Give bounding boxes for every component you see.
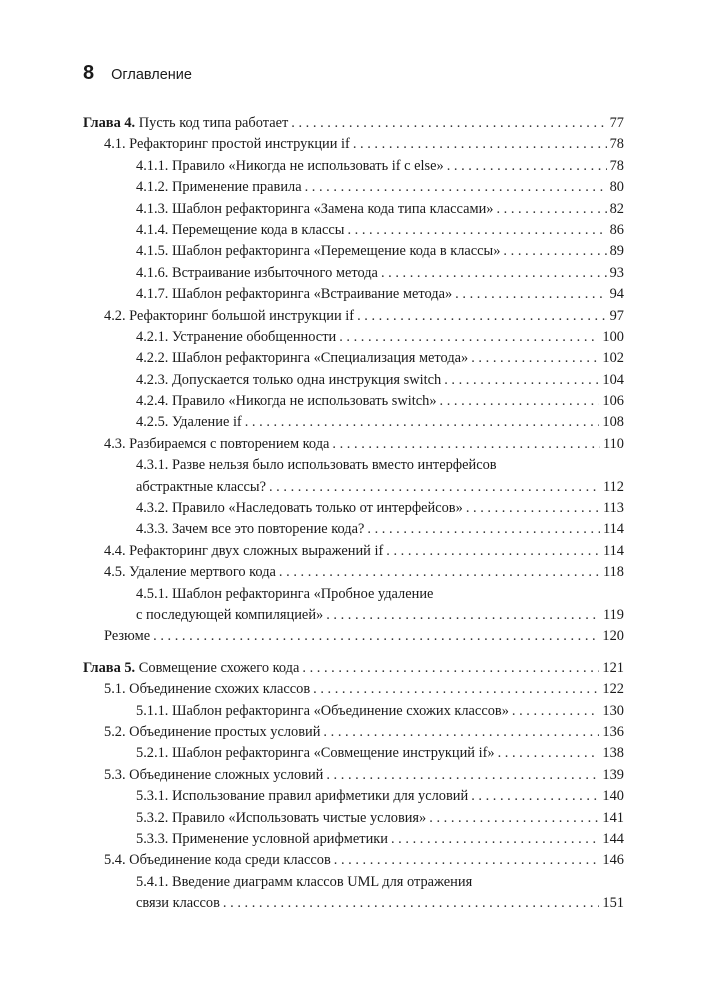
toc-entry-text: связи классов [136, 895, 220, 912]
toc-entry-text: 4.3.2. Правило «Наследовать только от интерфейсов» [136, 500, 463, 517]
toc-entry-text: Совмещение схожего кода [138, 659, 300, 676]
toc-entry-title [136, 199, 493, 220]
dot-leader [386, 541, 600, 562]
toc-page-number: 89 [609, 243, 624, 260]
toc-entry-title [136, 391, 437, 412]
dot-leader [447, 156, 607, 177]
toc-subsection [83, 701, 624, 722]
toc-page-number: 140 [602, 788, 624, 805]
toc-entry-title [136, 220, 344, 241]
toc-page-number: 112 [602, 478, 624, 495]
chapter-label: Глава 5. [83, 659, 136, 676]
dot-leader [367, 519, 600, 540]
dot-leader [313, 679, 599, 700]
toc-entry-text: 4.3.3. Зачем все это повторение кода? [136, 521, 365, 538]
toc-entry-text: 5.3. Объединение сложных условий [104, 766, 324, 783]
toc-entry-text: 4.1. Рефакторинг простой инструкции if [104, 136, 350, 153]
toc-entry-title [136, 370, 441, 391]
toc-entry-title [136, 743, 495, 764]
dot-leader [381, 263, 607, 284]
dot-leader [357, 306, 607, 327]
toc-entry-title [104, 722, 320, 743]
toc-entry-text: 4.2.1. Устранение обобщенности [136, 328, 337, 345]
toc-entry-title [104, 541, 383, 562]
toc-subsection [83, 199, 624, 220]
toc-page-number: 122 [602, 681, 624, 698]
toc-chapter [83, 658, 624, 679]
toc-page-number: 86 [609, 221, 624, 238]
dot-leader [429, 808, 599, 829]
toc-section [83, 850, 624, 871]
toc-entry-text: 4.1.1. Правило «Никогда не использовать if с else» [136, 157, 444, 174]
toc-page-number: 121 [602, 659, 624, 676]
toc-page-number: 110 [602, 435, 624, 452]
dot-leader [471, 348, 599, 369]
toc-entry-text: Пусть код типа работает [138, 115, 289, 131]
toc-entry-title [136, 477, 266, 498]
table-of-contents [83, 113, 624, 915]
toc-entry-text: 4.5. Удаление мертвого кода [104, 564, 276, 581]
toc-entry-text: 4.1.7. Шаблон рефакторинга «Встраивание метода» [136, 286, 453, 303]
dot-leader [305, 177, 607, 198]
toc-entry-title [136, 327, 336, 348]
toc-entry-title [136, 519, 364, 540]
toc-entry-title [104, 306, 354, 327]
toc-page-number: 119 [602, 607, 624, 623]
toc-section [83, 626, 624, 647]
toc-entry-text: 5.3.3. Применение условной арифметики [136, 830, 388, 847]
dot-leader [512, 701, 600, 722]
toc-page-number: 130 [602, 702, 624, 719]
toc-entry-title [136, 241, 500, 262]
toc-entry-text: Резюме [104, 628, 151, 645]
toc-page-number: 97 [609, 307, 624, 324]
toc-entry-title [136, 177, 302, 198]
dot-leader [326, 765, 599, 786]
toc-subsection [83, 455, 624, 498]
dot-leader [269, 477, 600, 498]
toc-entry-title [136, 605, 323, 626]
toc-subsection [83, 498, 624, 519]
toc-entry-title [136, 412, 242, 433]
dot-leader [440, 391, 600, 412]
toc-entry-title [136, 348, 468, 369]
chapter-label: Глава 4. [83, 115, 136, 131]
dot-leader [334, 850, 600, 871]
toc-entry-title [136, 457, 497, 473]
toc-entry-text: 4.1.4. Перемещение кода в классы [136, 221, 345, 238]
toc-subsection [83, 370, 624, 391]
dot-leader [444, 370, 599, 391]
toc-page-number: 100 [602, 328, 624, 345]
toc-subsection [83, 327, 624, 348]
dot-leader [503, 241, 606, 262]
toc-entry-text: абстрактные классы? [136, 478, 266, 495]
dot-leader [291, 113, 606, 134]
toc-page-number: 141 [602, 809, 624, 826]
toc-subsection [83, 177, 624, 198]
toc-entry-title [83, 658, 299, 679]
toc-page-number: 82 [609, 200, 624, 217]
toc-subsection [83, 263, 624, 284]
dot-leader [332, 434, 600, 455]
toc-entry-title [136, 893, 220, 914]
toc-page-number: 78 [609, 157, 624, 174]
toc-entry-title [104, 626, 150, 647]
toc-subsection [83, 519, 624, 540]
dot-leader [302, 658, 599, 679]
toc-entry-text: 4.2.4. Правило «Никогда не использовать switch» [136, 393, 437, 410]
toc-page-number: 114 [602, 542, 624, 559]
toc-entry-text: 4.2.2. Шаблон рефакторинга «Специализация метода» [136, 350, 469, 367]
toc-section [83, 765, 624, 786]
toc-subsection [83, 156, 624, 177]
toc-page-number: 138 [602, 745, 624, 762]
toc-entry-text: 5.1.1. Шаблон рефакторинга «Объединение схожих классов» [136, 702, 509, 719]
toc-entry-title [136, 786, 468, 807]
toc-page-number: 120 [602, 628, 624, 645]
toc-page-number: 146 [602, 852, 624, 869]
toc-entry-title [136, 263, 378, 284]
toc-entry-title [104, 765, 323, 786]
toc-subsection [83, 241, 624, 262]
toc-section [83, 722, 624, 743]
toc-entry-text: 4.2.5. Удаление if [136, 414, 242, 431]
dot-leader [466, 498, 600, 519]
running-header [83, 62, 192, 86]
dot-leader [326, 605, 600, 626]
toc-subsection [83, 412, 624, 433]
dot-leader [498, 743, 600, 764]
toc-subsection [83, 872, 624, 915]
toc-entry-text: 4.5.1. Шаблон рефакторинга «Пробное удаление [136, 585, 434, 602]
toc-page-number: 78 [609, 136, 624, 153]
dot-leader [223, 893, 599, 914]
toc-page-number: 102 [602, 350, 624, 367]
toc-subsection [83, 348, 624, 369]
toc-entry-text: 4.4. Рефакторинг двух сложных выражений if [104, 542, 384, 559]
toc-entry-title [83, 113, 288, 134]
toc-entry-text: 4.1.6. Встраивание избыточного метода [136, 264, 378, 281]
dot-leader [279, 562, 600, 583]
toc-entry-text: 4.2.3. Допускается только одна инструкция switch [136, 371, 442, 388]
toc-subsection [83, 391, 624, 412]
toc-entry-title [104, 434, 329, 455]
toc-entry-text: 4.2. Рефакторинг большой инструкции if [104, 307, 355, 324]
dot-leader [339, 327, 599, 348]
page-number: 8 [83, 62, 95, 84]
toc-page-number: 106 [602, 393, 624, 410]
dot-leader [455, 284, 606, 305]
toc-entry-text: 4.3.1. Разве нельзя было использовать вместо интерфейсов [136, 457, 497, 474]
toc-entry-title [136, 874, 472, 890]
toc-page-number: 118 [602, 564, 624, 581]
toc-entry-text: 5.4.1. Введение диаграмм классов UML для отражения [136, 873, 473, 890]
toc-subsection [83, 284, 624, 305]
toc-entry-text: 5.2.1. Шаблон рефакторинга «Совмещение инструкций if» [136, 745, 495, 762]
toc-subsection [83, 743, 624, 764]
toc-entry-text: 5.2. Объединение простых условий [104, 723, 321, 740]
toc-entry-title [136, 498, 463, 519]
toc-entry-text: 4.3. Разбираемся с повторением кода [104, 435, 330, 452]
toc-page-number: 151 [602, 895, 624, 912]
toc-section [83, 541, 624, 562]
toc-entry-text: 4.1.3. Шаблон рефакторинга «Замена кода типа классами» [136, 200, 494, 217]
toc-entry-text: 5.1. Объединение схожих классов [104, 681, 311, 698]
toc-subsection [83, 829, 624, 850]
dot-leader [245, 412, 600, 433]
toc-entry-text: 5.4. Объединение кода среди классов [104, 852, 331, 869]
toc-section [83, 679, 624, 700]
dot-leader [153, 626, 599, 647]
toc-entry-title [136, 701, 509, 722]
toc-entry-text: 4.1.2. Применение правила [136, 179, 302, 196]
toc-page-number: 113 [602, 500, 624, 517]
toc-page-number: 77 [609, 115, 624, 131]
toc-entry-title [136, 156, 444, 177]
toc-chapter [83, 113, 624, 134]
toc-page-number: 94 [609, 286, 624, 303]
toc-subsection [83, 584, 624, 627]
toc-subsection [83, 220, 624, 241]
dot-leader [353, 134, 607, 155]
toc-page-number: 108 [602, 414, 624, 431]
toc-entry-title [136, 808, 426, 829]
toc-entry-title [104, 562, 276, 583]
toc-subsection [83, 808, 624, 829]
dot-leader [496, 199, 606, 220]
toc-section [83, 306, 624, 327]
toc-page-number: 136 [602, 723, 624, 740]
dot-leader [347, 220, 606, 241]
toc-section [83, 562, 624, 583]
toc-page-number: 104 [602, 371, 624, 388]
toc-entry-text: 5.3.1. Использование правил арифметики для условий [136, 788, 469, 805]
toc-entry-title [136, 284, 452, 305]
toc-entry-title [104, 850, 331, 871]
toc-entry-text: с последующей компиляцией» [136, 607, 324, 623]
toc-page-number: 139 [602, 766, 624, 783]
toc-entry-title [136, 586, 433, 602]
toc-entry-title [104, 134, 350, 155]
toc-entry-title [104, 679, 310, 700]
dot-leader [391, 829, 599, 850]
toc-page-number: 144 [602, 830, 624, 847]
toc-section [83, 434, 624, 455]
toc-page-number: 80 [609, 179, 624, 196]
dot-leader [471, 786, 599, 807]
toc-entry-text: 5.3.2. Правило «Использовать чистые условия» [136, 809, 427, 826]
toc-page-number: 114 [602, 521, 624, 538]
dot-leader [323, 722, 599, 743]
toc-entry-title [136, 829, 388, 850]
toc-section [83, 134, 624, 155]
toc-subsection [83, 786, 624, 807]
toc-page-number: 93 [609, 264, 624, 281]
running-title: Оглавление [111, 67, 192, 83]
toc-entry-text: 4.1.5. Шаблон рефакторинга «Перемещение кода в классы» [136, 243, 501, 260]
